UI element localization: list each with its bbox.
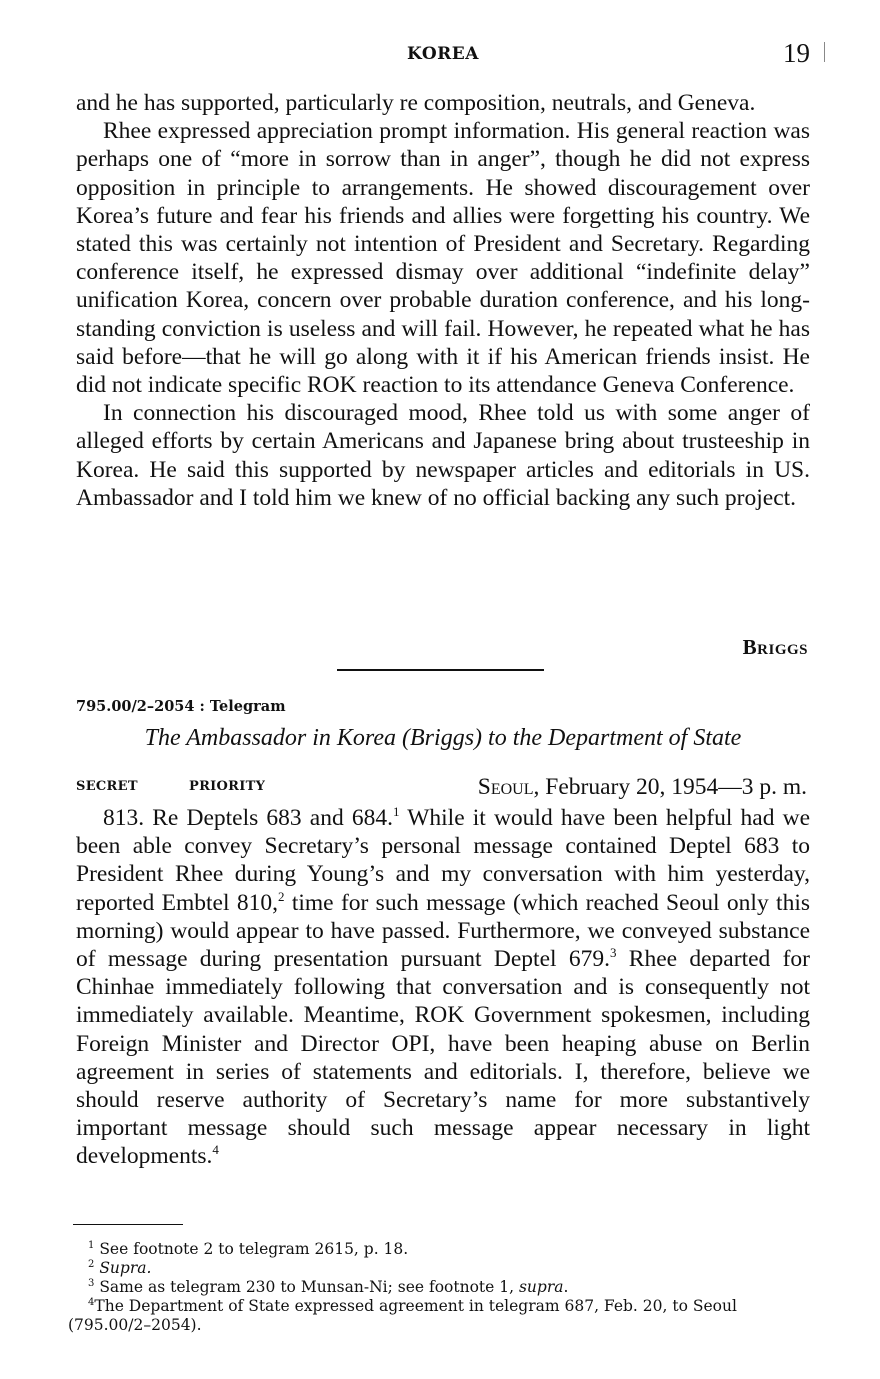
- footnote-ref: 4: [212, 1142, 219, 1158]
- footnote-number: 1: [88, 1239, 95, 1251]
- footnote-text: .: [563, 1278, 569, 1296]
- priority-label: PRIORITY: [189, 779, 266, 794]
- footnote-2: [68, 1259, 810, 1278]
- telegram-body: [76, 804, 810, 1171]
- footnotes: [68, 1240, 810, 1335]
- footnote-3: [68, 1278, 810, 1297]
- paragraph-continuation: and he has supported, particularly re composition, neutrals, and Geneva.: [76, 90, 756, 116]
- footnote-number: 4: [88, 1296, 95, 1308]
- body-segment: time for such message (which reached Seoul only this morning) would appear to have passed. Furthermore, we conveyed substance of message during presentation pursuant Deptel 679.: [76, 889, 810, 973]
- section-divider: [337, 669, 544, 671]
- running-head-title: KOREA: [407, 44, 479, 64]
- body-segment: Rhee departed for Chinhae immediately following that conversation and is consequently not immediately available. Meantime, ROK Government spokesmen, including Foreign Minister and Director OPI, have been heaping abuse on Berlin agreement in series of statements and editorials. I, therefore, believe we should reserve authority of Secretary’s name for more substantively important message should such message appear necessary in light developments.: [76, 946, 810, 1170]
- footnote-text: The Department of State expressed agreement in telegram 687, Feb. 20, to Seoul (795.00/2–2054).: [68, 1297, 737, 1334]
- dateline-date: , February 20, 1954—3 p. m.: [533, 774, 807, 800]
- dateline-city: Seoul: [477, 774, 534, 800]
- signature: Briggs: [742, 635, 808, 659]
- footnote-text-italic: supra: [518, 1278, 564, 1296]
- paragraph-telegram-813: [76, 804, 810, 1171]
- dateline: [478, 774, 807, 801]
- footnote-ref: 1: [393, 804, 400, 820]
- footnote-4: [68, 1297, 810, 1335]
- footnote-text: See footnote 2 to telegram 2615, p. 18.: [99, 1240, 409, 1258]
- file-reference: 795.00/2–2054 : Telegram: [76, 698, 286, 715]
- paragraph-trusteeship: In connection his discouraged mood, Rhee told us with some anger of alleged efforts by certain Americans and Japanese bring about trusteeship in Korea. He said this supported by newspaper articles and editorials in US. Ambassador and I told him we knew of no official backing any such project.: [76, 400, 810, 511]
- footnote-text: Supra.: [99, 1259, 152, 1277]
- footnote-text: Same as telegram 230 to Munsan-Ni; see footnote 1,: [99, 1278, 519, 1296]
- footnote-ref: 2: [277, 888, 285, 904]
- footnote-ref: 3: [609, 945, 617, 961]
- running-header: [76, 36, 810, 72]
- continued-telegram-text: [76, 89, 810, 512]
- classification-label: SECRET: [76, 779, 138, 794]
- footnote-rule: [73, 1224, 183, 1225]
- page-number: 19: [783, 38, 810, 68]
- footnote-1: [68, 1240, 810, 1259]
- footnote-number: 3: [88, 1277, 95, 1289]
- margin-mark: [824, 42, 825, 62]
- document-title: The Ambassador in Korea (Briggs) to the Department of State: [144, 725, 742, 751]
- paragraph-rhee-reaction: Rhee expressed appreciation prompt information. His general reaction was perhaps one of “more in sorrow than in anger”, though he did not express opposition in principle to arrangements. He showed discouragement over Korea’s future and fear his friends and allies were forgetting his country. We stated this was certainly not intention of President and Secretary. Regarding conference itself, he expressed dismay over additional “indefinite delay” unification Korea, concern over probable duration conference, and his long-standing conviction is useless and will fail. However, he repeated what he has said before—that he will go along with it if his American friends insist. He did not indicate specific ROK reaction to its attendance Geneva Conference.: [76, 118, 810, 399]
- footnote-number: 2: [88, 1258, 95, 1270]
- body-segment: While it would have been helpful had we been able convey Secretary’s personal message contained Deptel 683 to President Rhee during Young’s and my conversation with him yesterday, reported Embtel 810,: [76, 805, 810, 916]
- body-segment: 813. Re Deptels 683 and 684.: [103, 805, 393, 831]
